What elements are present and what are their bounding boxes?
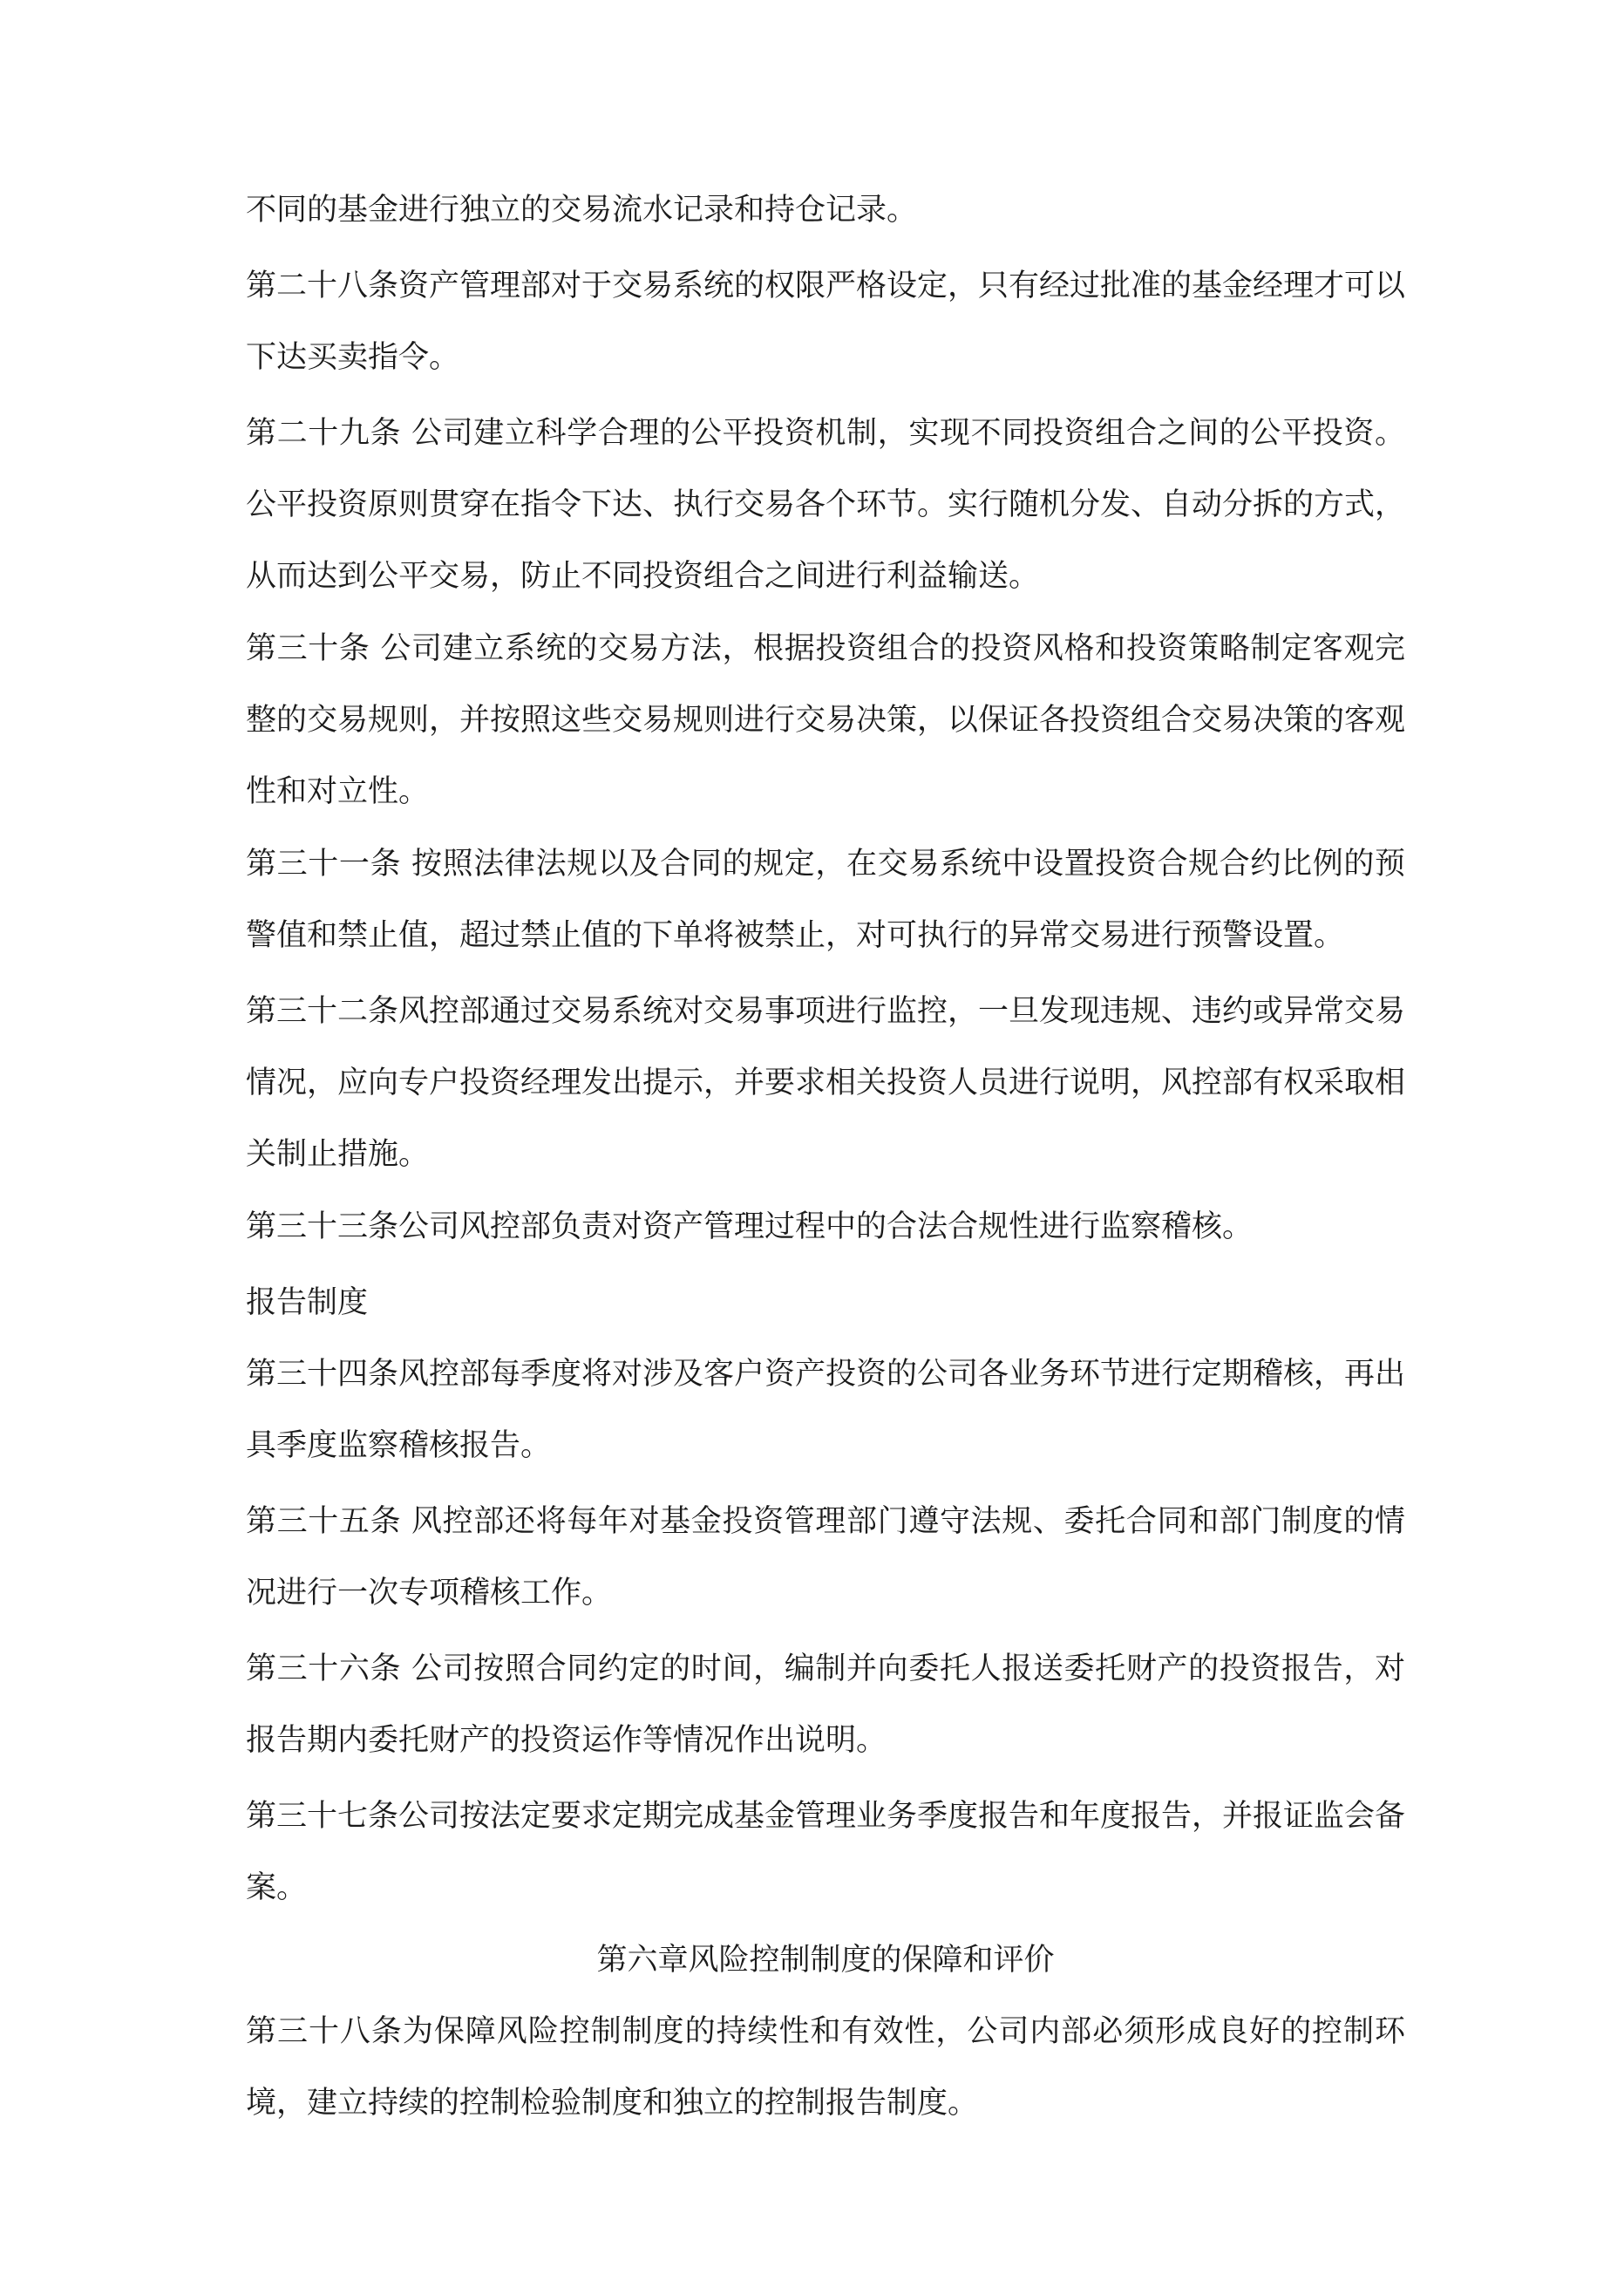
- paragraph-article-34: 第三十四条风控部每季度将对涉及客户资产投资的公司各业务环节进行定期稽核，再出具季度监察稽核报告。: [246, 1357, 1406, 1463]
- paragraph-article-38: 第三十八条为保障风险控制制度的持续性和有效性，公司内部必须形成良好的控制环境，建立持续的控制检验制度和独立的控制报告制度。: [246, 2014, 1405, 2121]
- section-label-reporting: 报告制度: [246, 1285, 369, 1320]
- paragraph-article-31: 第三十一条 按照法律法规以及合同的规定，在交易系统中设置投资合规合约比例的预警值和禁止值，超过禁止值的下单将被禁止，对可执行的异常交易进行预警设置。: [246, 847, 1405, 953]
- paragraph-article-37: 第三十七条公司按法定要求定期完成基金管理业务季度报告和年度报告，并报证监会备案。: [246, 1799, 1406, 1905]
- paragraph-article-29: 第二十九条 公司建立科学合理的公平投资机制，实现不同投资组合之间的公平投资。公平投资原则贯穿在指令下达、执行交易各个环节。实行随机分发、自动分拆的方式，从而达到公平交易，防止不同投资组合之间进行利益输送。: [246, 416, 1406, 594]
- paragraph-article-35: 第三十五条 风控部还将每年对基金投资管理部门遵守法规、委托合同和部门制度的情况进行一次专项稽核工作。: [246, 1504, 1405, 1611]
- chapter-heading: 第六章风险控制制度的保障和评价: [596, 1943, 1055, 1978]
- paragraph-article-30: 第三十条 公司建立系统的交易方法，根据投资组合的投资风格和投资策略制定客观完整的交易规则，并按照这些交易规则进行交易决策，以保证各投资组合交易决策的客观性和对立性。: [246, 631, 1406, 809]
- paragraph-continuation: 不同的基金进行独立的交易流水记录和持仓记录。: [246, 193, 918, 228]
- paragraph-article-32: 第三十二条风控部通过交易系统对交易事项进行监控，一旦发现违规、违约或异常交易情况，应向专户投资经理发出提示，并要求相关投资人员进行说明，风控部有权采取相关制止措施。: [246, 994, 1406, 1172]
- paragraph-article-36: 第三十六条 公司按照合同约定的时间，编制并向委托人报送委托财产的投资报告，对报告期内委托财产的投资运作等情况作出说明。: [246, 1651, 1405, 1758]
- paragraph-article-33: 第三十三条公司风控部负责对资产管理过程中的合法合规性进行监察稽核。: [246, 1209, 1254, 1244]
- paragraph-article-28: 第二十八条资产管理部对于交易系统的权限严格设定，只有经过批准的基金经理才可以下达买卖指令。: [246, 269, 1406, 375]
